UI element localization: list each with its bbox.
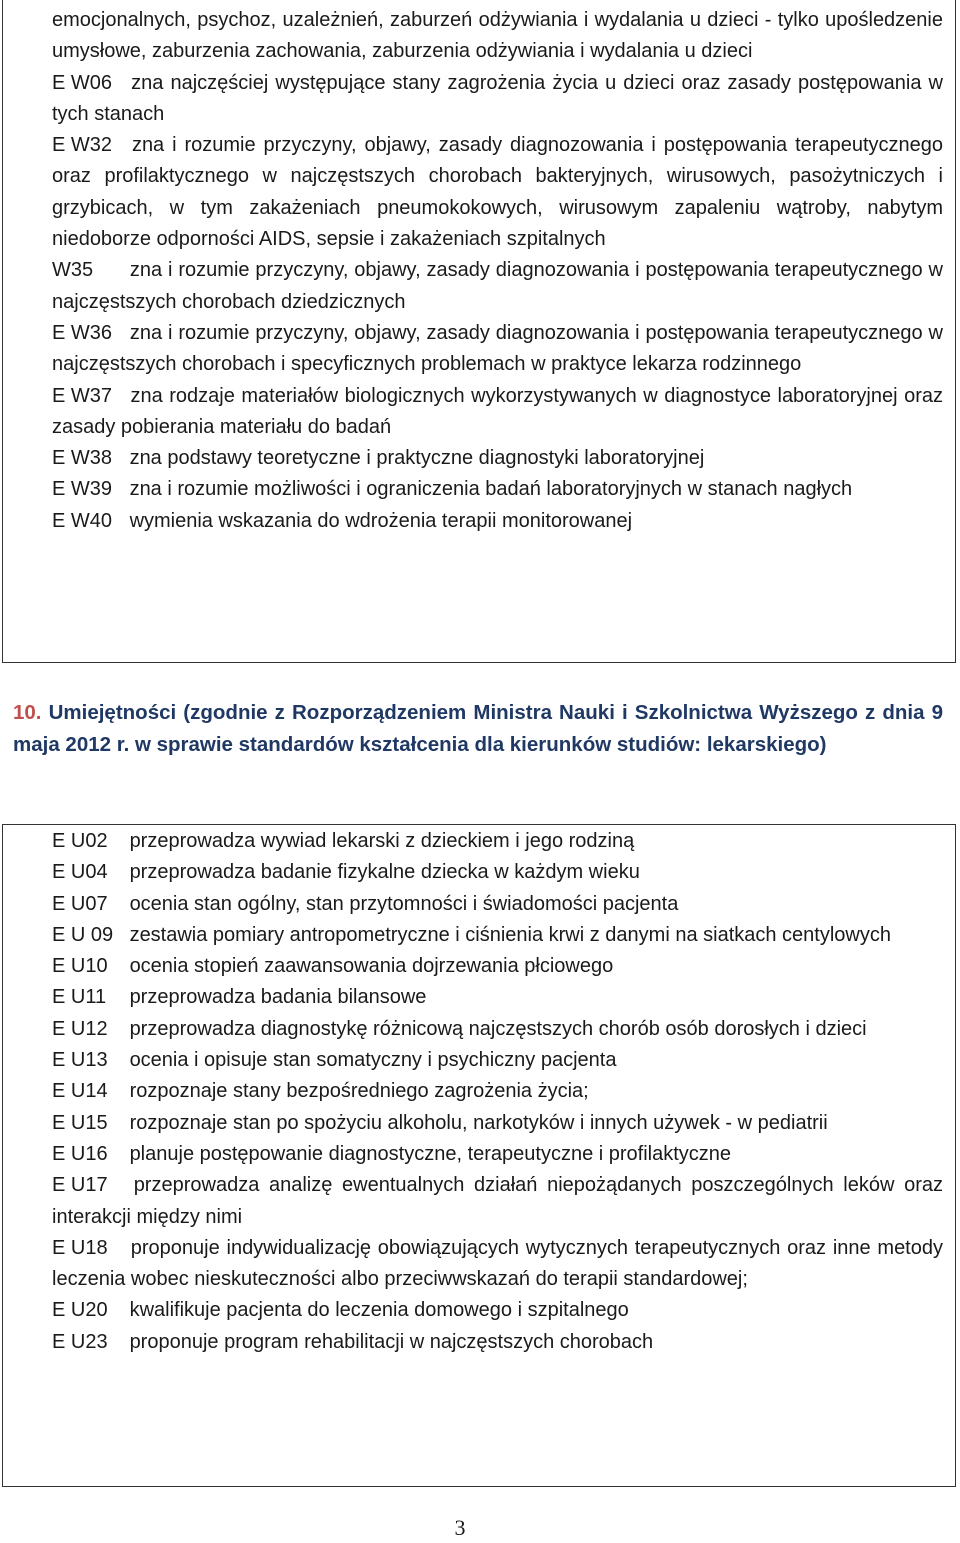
knowledge-item: E W37 zna rodzaje materiałów biologicznych wykorzystywanych w diagnostyce laboratoryjnej oraz zasady pobierania materiału do badań (52, 384, 943, 438)
skill-item: E U11 przeprowadza badania bilansowe (52, 986, 427, 1009)
skill-item: E U17 przeprowadza analizę ewentualnych działań niepożądanych poszczególnych leków oraz interakcji między nimi (52, 1174, 943, 1228)
section-number: 10. (13, 701, 42, 724)
knowledge-item: E W40 wymienia wskazania do wdrożenia terapii monitorowanej (52, 509, 633, 532)
skill-item: E U 09 zestawia pomiary antropometryczne i ciśnienia krwi z danymi na siatkach centylowych (52, 923, 891, 946)
knowledge-item: E W32 zna i rozumie przyczyny, objawy, zasady diagnozowania i postępowania terapeutycznego oraz profilaktycznego w najczęstszych chorobach bakteryjnych, wirusowych, pasożytniczych i grzybicach, w tym zakażeniach pneumokokowych, wirusowym zapaleniu wątroby, nabytym niedoborze odporności AIDS, sepsie i zakażeniach szpitalnych (52, 134, 943, 251)
knowledge-item: W35 zna i rozumie przyczyny, objawy, zasady diagnozowania i postępowania terapeutycznego w najczęstszych chorobach dziedzicznych (52, 259, 943, 313)
skill-item: E U04 przeprowadza badanie fizykalne dziecka w każdym wieku (52, 861, 640, 884)
skill-item: E U23 proponuje program rehabilitacji w najczęstszych chorobach (52, 1330, 654, 1353)
knowledge-item: E W38 zna podstawy teoretyczne i praktyczne diagnostyki laboratoryjnej (52, 447, 705, 470)
skill-item: E U13 ocenia i opisuje stan somatyczny i psychiczny pacjenta (52, 1049, 617, 1072)
knowledge-item: E W39 zna i rozumie możliwości i ograniczenia badań laboratoryjnych w stanach nagłych (52, 478, 853, 501)
page-number: 3 (454, 1515, 466, 1540)
continuation-text: emocjonalnych, psychoz, uzależnień, zaburzeń odżywiania i wydalania u dzieci - tylko upośledzenie umysłowe, zaburzenia zachowania, zaburzenia odżywiania i wydalania u dzieci (52, 9, 943, 63)
knowledge-item: E W06 zna najczęściej występujące stany zagrożenia życia u dzieci oraz zasady postępowania w tych stanach (52, 71, 943, 125)
knowledge-item: E W36 zna i rozumie przyczyny, objawy, zasady diagnozowania i postępowania terapeutycznego w najczęstszych chorobach i specyficznych problemach w praktyce lekarza rodzinnego (52, 321, 943, 376)
skill-item: E U14 rozpoznaje stany bezpośredniego zagrożenia życia; (52, 1080, 589, 1103)
skill-item: E U20 kwalifikuje pacjenta do leczenia domowego i szpitalnego (52, 1299, 629, 1322)
skill-item: E U18 proponuje indywidualizację obowiązujących wytycznych terapeutycznych oraz inne metody leczenia wobec nieskuteczności albo przeciwwskazań do terapii standardowej; (52, 1236, 943, 1291)
skill-item: E U02 przeprowadza wywiad lekarski z dzieckiem i jego rodziną (52, 830, 635, 852)
skill-item: E U07 ocenia stan ogólny, stan przytomności i świadomości pacjenta (52, 892, 679, 915)
skills-list (52, 826, 943, 1358)
skill-item: E U15 rozpoznaje stan po spożyciu alkoholu, narkotyków i innych używek - w pediatrii (52, 1111, 828, 1134)
section-heading (13, 697, 943, 760)
section-title: Umiejętności (zgodnie z Rozporządzeniem Ministra Nauki i Szkolnictwa Wyższego z dnia 9 maja 2012 r. w sprawie standardów kształcenia dla kierunków studiów: lekarskiego) (13, 701, 944, 756)
skill-item: E U12 przeprowadza diagnostykę różnicową najczęstszych chorób osób dorosłych i dzieci (52, 1017, 867, 1040)
skill-item: E U16 planuje postępowanie diagnostyczne, terapeutyczne i profilaktyczne (52, 1142, 732, 1165)
skill-item: E U10 ocenia stopień zaawansowania dojrzewania płciowego (52, 955, 614, 978)
knowledge-list (52, 5, 943, 537)
